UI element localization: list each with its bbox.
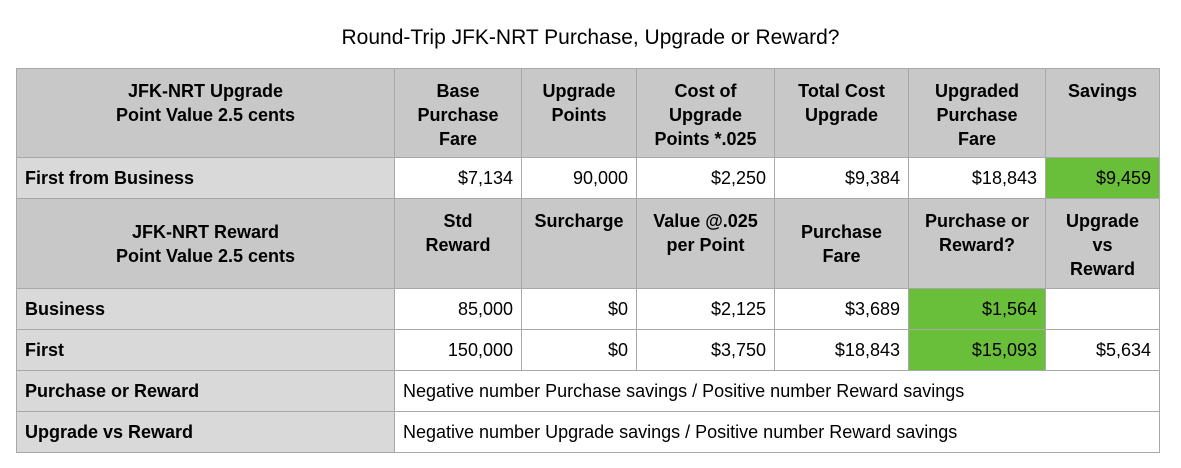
row-label-business: Business	[17, 289, 395, 330]
cell-value-per-point: $2,125	[637, 289, 775, 330]
cell-base-purchase-fare: $7,134	[395, 158, 522, 199]
upgrade-header-label-line1: JFK-NRT Upgrade	[127, 81, 283, 101]
cell-upgrade-vs-reward: $5,634	[1046, 330, 1160, 371]
cell-surcharge: $0	[522, 289, 637, 330]
reward-header-row	[17, 199, 1160, 289]
table-row	[17, 412, 1160, 453]
cell-std-reward: 150,000	[395, 330, 522, 371]
cell-upgraded-purchase-fare: $18,843	[909, 158, 1046, 199]
header-upgraded-purchase-fare: Upgraded Purchase Fare	[909, 69, 1046, 158]
cell-std-reward: 85,000	[395, 289, 522, 330]
reward-header-label-line1: JFK-NRT Reward	[131, 221, 279, 242]
upgrade-header-row	[17, 69, 1160, 158]
cell-purchase-fare: $18,843	[775, 330, 909, 371]
note-text-purchase-or-reward: Negative number Purchase savings / Positive number Reward savings	[395, 371, 1160, 412]
header-total-cost-upgrade: Total Cost Upgrade	[775, 69, 909, 158]
row-label-first: First	[17, 330, 395, 371]
note-text-upgrade-vs-reward: Negative number Upgrade savings / Positive number Reward savings	[395, 412, 1160, 453]
upgrade-header-label	[17, 69, 395, 158]
header-savings: Savings	[1046, 69, 1160, 158]
header-base-purchase-fare: Base Purchase Fare	[395, 69, 522, 158]
cell-purchase-fare: $3,689	[775, 289, 909, 330]
cell-savings: $9,459	[1046, 158, 1160, 199]
row-label-first-from-business: First from Business	[17, 158, 395, 199]
table-row	[17, 158, 1160, 199]
reward-header-label-line2: Point Value 2.5 cents	[115, 245, 296, 266]
cell-upgrade-vs-reward	[1046, 289, 1160, 330]
upgrade-header-label-line2: Point Value 2.5 cents	[115, 105, 296, 125]
reward-header-label	[17, 199, 395, 289]
header-value-per-point: Value @.025 per Point	[637, 199, 775, 289]
note-label-purchase-or-reward: Purchase or Reward	[17, 371, 395, 412]
header-purchase-or-reward: Purchase or Reward?	[909, 199, 1046, 289]
comparison-table	[16, 68, 1160, 453]
table-row	[17, 330, 1160, 371]
cell-purchase-or-reward: $15,093	[909, 330, 1046, 371]
header-upgrade-points: Upgrade Points	[522, 69, 637, 158]
note-label-upgrade-vs-reward: Upgrade vs Reward	[17, 412, 395, 453]
header-std-reward: Std Reward	[395, 199, 522, 289]
header-cost-of-upgrade-points: Cost of Upgrade Points *.025	[637, 69, 775, 158]
cell-surcharge: $0	[522, 330, 637, 371]
cell-value-per-point: $3,750	[637, 330, 775, 371]
table-row	[17, 371, 1160, 412]
cell-total-cost-upgrade: $9,384	[775, 158, 909, 199]
header-purchase-fare: Purchase Fare	[775, 199, 909, 289]
cell-purchase-or-reward: $1,564	[909, 289, 1046, 330]
header-surcharge: Surcharge	[522, 199, 637, 289]
table-row	[17, 289, 1160, 330]
page-title: Round-Trip JFK-NRT Purchase, Upgrade or Reward?	[341, 26, 840, 49]
cell-cost-of-upgrade-points: $2,250	[637, 158, 775, 199]
cell-upgrade-points: 90,000	[522, 158, 637, 199]
header-upgrade-vs-reward: Upgrade vs Reward	[1046, 199, 1160, 289]
